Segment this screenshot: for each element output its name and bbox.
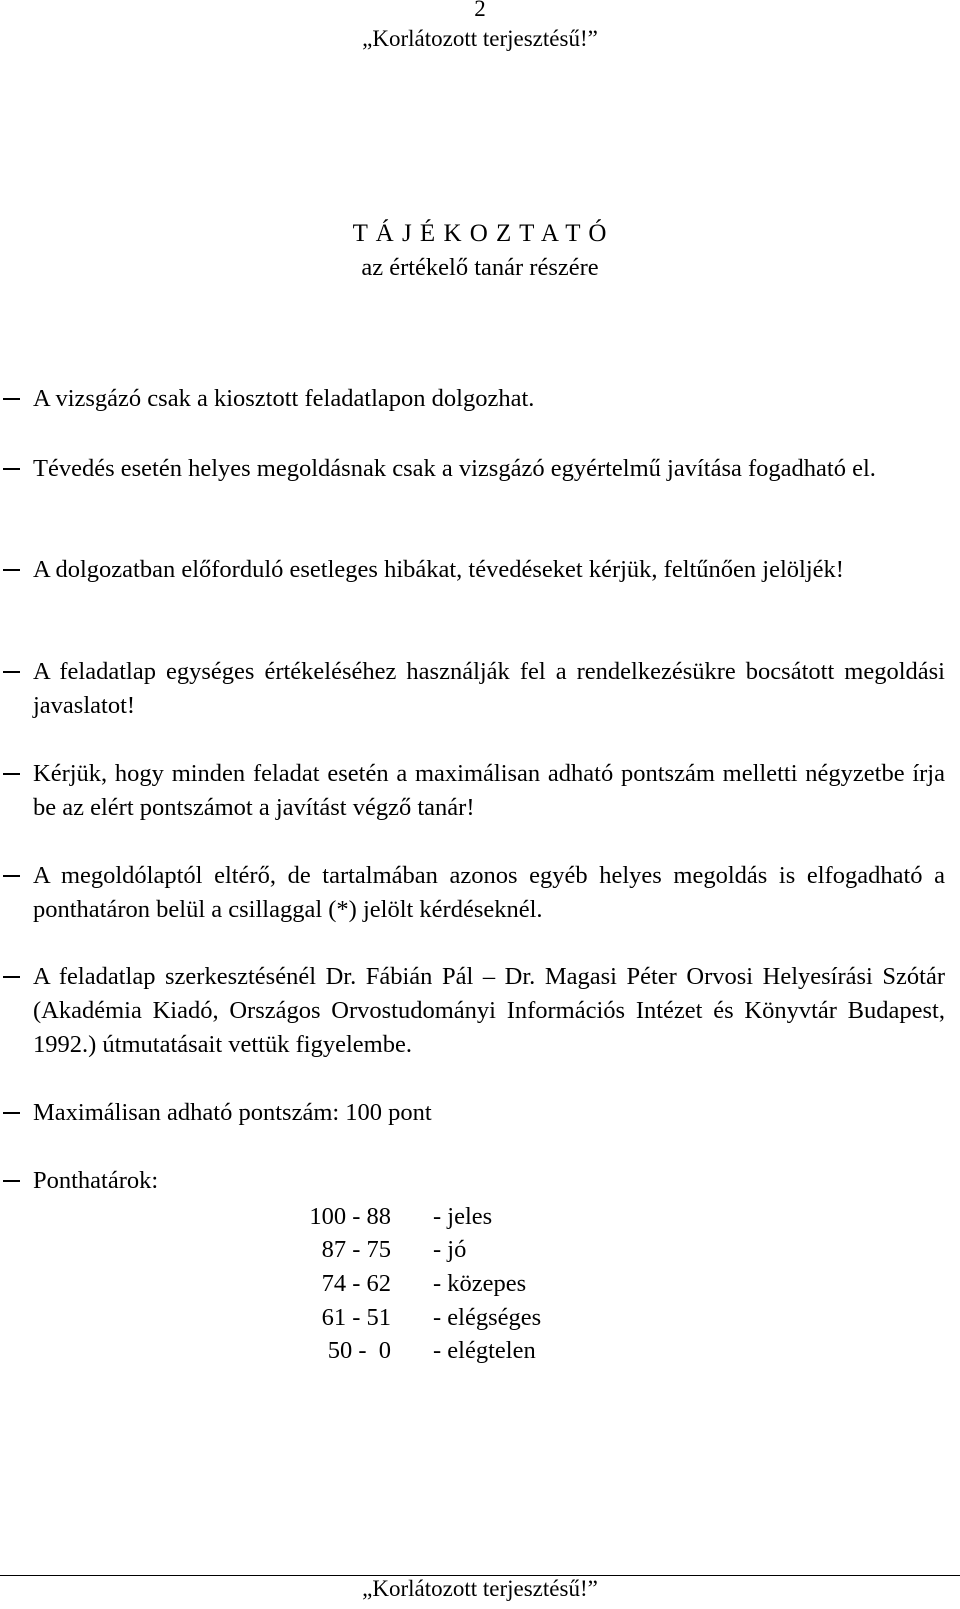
instruction-item bbox=[0, 382, 945, 416]
dash-bullet-icon bbox=[3, 671, 20, 673]
header-distribution-note: „Korlátozott terjesztésű!” bbox=[362, 26, 598, 51]
dash-bullet-icon bbox=[3, 1112, 20, 1114]
instruction-item bbox=[0, 1096, 945, 1130]
grade-row bbox=[0, 1267, 960, 1300]
instruction-text: A feladatlap egységes értékeléséhez használják fel a rendelkezésükre bocsátott megoldási javaslatot! bbox=[33, 658, 945, 719]
grade-range: 74 - 62 bbox=[321, 1270, 391, 1297]
grade-label: - elégséges bbox=[433, 1304, 542, 1331]
document-title: T Á J É K O Z T A T Ó bbox=[352, 220, 608, 247]
instruction-text: A megoldólaptól eltérő, de tartalmában azonos egyéb helyes megoldás is elfogadható a ponthatáron belül a csillaggal (*) jelölt kérdéseknél. bbox=[33, 862, 945, 923]
instruction-item bbox=[0, 1164, 945, 1198]
instruction-text: Kérjük, hogy minden feladat esetén a maximálisan adható pontszám melletti négyzetbe írja be az elért pontszámot a javítást végző tanár! bbox=[33, 760, 945, 821]
dash-bullet-icon bbox=[3, 1180, 20, 1182]
instruction-text: Maximálisan adható pontszám: 100 pont bbox=[33, 1099, 432, 1126]
dash-bullet-icon bbox=[3, 976, 20, 978]
grade-row bbox=[0, 1233, 960, 1266]
grade-row bbox=[0, 1301, 960, 1334]
grade-label: - jeles bbox=[433, 1203, 493, 1230]
grade-range: 61 - 51 bbox=[321, 1304, 391, 1331]
grade-row bbox=[0, 1334, 960, 1367]
instruction-text: A vizsgázó csak a kiosztott feladatlapon dolgozhat. bbox=[33, 385, 535, 412]
grade-range: 87 - 75 bbox=[321, 1236, 391, 1263]
grade-range: 100 - 88 bbox=[309, 1203, 391, 1230]
instruction-text: Tévedés esetén helyes megoldásnak csak a vizsgázó egyértelmű javítása fogadható el. bbox=[33, 455, 876, 482]
grade-label: - jó bbox=[433, 1236, 467, 1263]
instruction-item bbox=[0, 452, 945, 486]
document-subtitle: az értékelő tanár részére bbox=[361, 254, 599, 281]
dash-bullet-icon bbox=[3, 398, 20, 400]
instruction-text: Ponthatárok: bbox=[33, 1167, 159, 1194]
instruction-item bbox=[0, 757, 945, 825]
instruction-text: A feladatlap szerkesztésénél Dr. Fábián Pál – Dr. Magasi Péter Orvosi Helyesírási Szótár (Akadémia Kiadó, Országos Orvostudományi Információs Intézet és Könyvtár Budapest, 1992.) útmutatásait vettük figyelembe. bbox=[33, 963, 945, 1058]
instruction-text: A dolgozatban előforduló esetleges hibákat, tévedéseket kérjük, feltűnően jelöljék! bbox=[33, 556, 844, 583]
grade-range: 50 - 0 bbox=[327, 1337, 391, 1364]
grade-label: - elégtelen bbox=[433, 1337, 536, 1364]
dash-bullet-icon bbox=[3, 875, 20, 877]
instruction-item bbox=[0, 859, 945, 927]
grade-label: - közepes bbox=[433, 1270, 527, 1297]
instruction-item bbox=[0, 960, 945, 1062]
dash-bullet-icon bbox=[3, 773, 20, 775]
footer-distribution-note: „Korlátozott terjesztésű!” bbox=[362, 1576, 598, 1601]
page-number: 2 bbox=[474, 0, 486, 21]
grade-row bbox=[0, 1200, 960, 1233]
dash-bullet-icon bbox=[3, 569, 20, 571]
dash-bullet-icon bbox=[3, 468, 20, 470]
instruction-item bbox=[0, 655, 945, 723]
instruction-item bbox=[0, 553, 945, 587]
